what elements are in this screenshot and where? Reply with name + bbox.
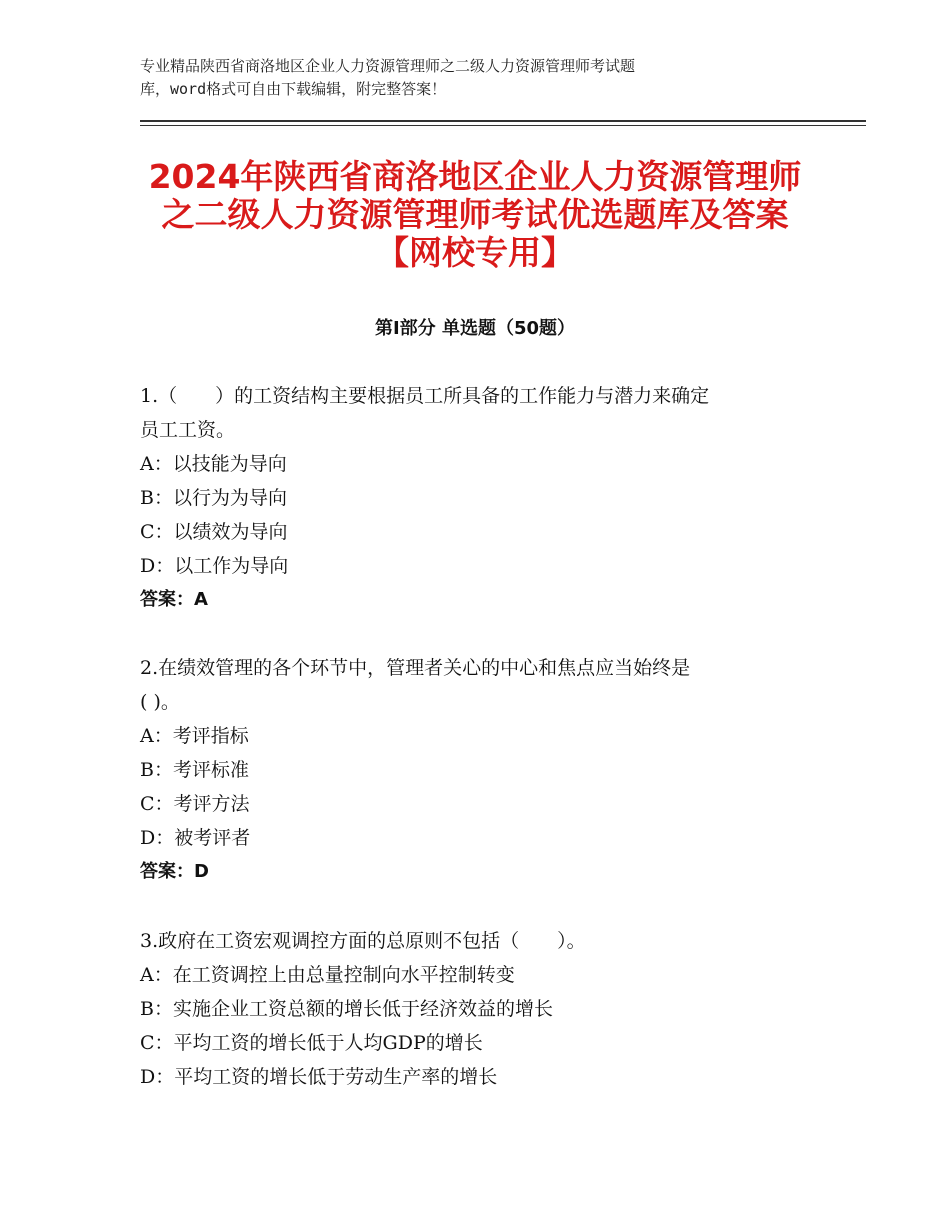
answer: 答案：A [140,589,208,610]
header-note-line-2: 库，word格式可自由下载编辑，附完整答案！ [140,80,447,98]
document-title [110,158,840,272]
header-divider-thick [140,120,866,122]
option-a: A：在工资调控上由总量控制向水平控制转变 [140,964,515,986]
option-d: D：被考评者 [140,827,251,849]
option-c: C：平均工资的增长低于人均GDP的增长 [140,1032,483,1054]
question-stem-line-1: 1.（ ）的工资结构主要根据员工所具备的工作能力与潜力来确定 [140,385,710,407]
option-b: B：考评标准 [140,759,249,781]
option-a: A：以技能为导向 [140,453,287,475]
answer: 答案：D [140,861,209,882]
section-heading: 第Ⅰ部分 单选题（50题） [374,318,575,339]
header-divider-thin [140,125,866,126]
title-line-3: 【网校专用】 [376,233,574,272]
question-stem-line-1: 2.在绩效管理的各个环节中，管理者关心的中心和焦点应当始终是 [140,657,691,679]
question-3 [140,924,820,1094]
option-c: C：以绩效为导向 [140,521,288,543]
option-b: B：实施企业工资总额的增长低于经济效益的增长 [140,998,553,1020]
option-d: D：以工作为导向 [140,555,289,577]
option-a: A：考评指标 [140,725,249,747]
header-note [140,55,780,101]
question-stem-line-2: ( )。 [140,691,180,713]
header-note-line-1: 专业精品陕西省商洛地区企业人力资源管理师之二级人力资源管理师考试题 [140,57,636,75]
question-stem-line-2: 员工工资。 [140,419,236,441]
question-stem-line-1: 3.政府在工资宏观调控方面的总原则不包括（ ）。 [140,930,586,952]
option-d: D：平均工资的增长低于劳动生产率的增长 [140,1066,498,1088]
option-b: B：以行为为导向 [140,487,287,509]
title-line-2: 之二级人力资源管理师考试优选题库及答案 [161,195,789,234]
option-c: C：考评方法 [140,793,250,815]
title-line-1: 2024年陕西省商洛地区企业人力资源管理师 [148,157,802,196]
question-1 [140,379,820,617]
question-2 [140,651,820,889]
